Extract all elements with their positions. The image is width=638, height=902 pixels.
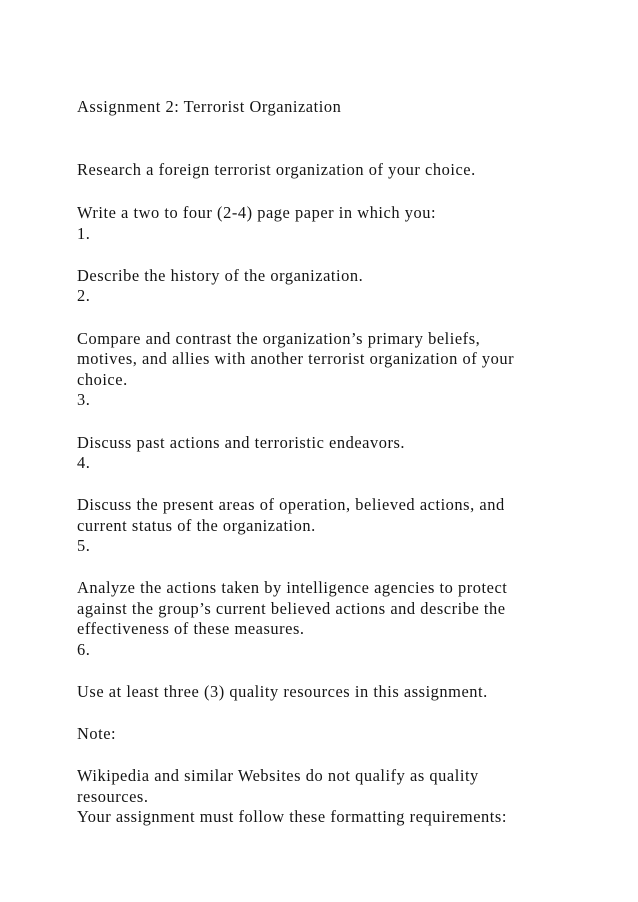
item-5-text-line-3: effectiveness of these measures. <box>77 619 305 638</box>
item-3-number: 3. <box>77 390 91 409</box>
item-5-number: 5. <box>77 536 91 555</box>
item-4-text-line-2: current status of the organization. <box>77 516 316 535</box>
item-5-text-line-1: Analyze the actions taken by intelligence agencies to protect <box>77 578 508 597</box>
item-2-number: 2. <box>77 286 91 305</box>
note-label: Note: <box>77 724 117 743</box>
item-2-text-line-1: Compare and contrast the organization’s primary beliefs, <box>77 329 481 348</box>
document-title: Assignment 2: Terrorist Organization <box>77 97 342 116</box>
item-5-text-line-2: against the group’s current believed actions and describe the <box>77 599 506 618</box>
note-text-line-1: Wikipedia and similar Websites do not qualify as quality <box>77 766 479 785</box>
item-4-text-line-1: Discuss the present areas of operation, believed actions, and <box>77 495 505 514</box>
intro-research-line: Research a foreign terrorist organization of your choice. <box>77 160 476 179</box>
item-6-text: Use at least three (3) quality resources in this assignment. <box>77 682 488 701</box>
item-1-number: 1. <box>77 224 91 243</box>
intro-write-line: Write a two to four (2-4) page paper in which you: <box>77 203 437 222</box>
item-4-number: 4. <box>77 453 91 472</box>
item-3-text: Discuss past actions and terroristic endeavors. <box>77 433 406 452</box>
item-2-text-line-3: choice. <box>77 370 128 389</box>
item-1-text: Describe the history of the organization. <box>77 266 364 285</box>
item-2-text-line-2: motives, and allies with another terrorist organization of your <box>77 349 515 368</box>
item-6-number: 6. <box>77 640 91 659</box>
note-text-line-2: resources. <box>77 787 149 806</box>
formatting-requirements-line: Your assignment must follow these formatting requirements: <box>77 807 507 826</box>
